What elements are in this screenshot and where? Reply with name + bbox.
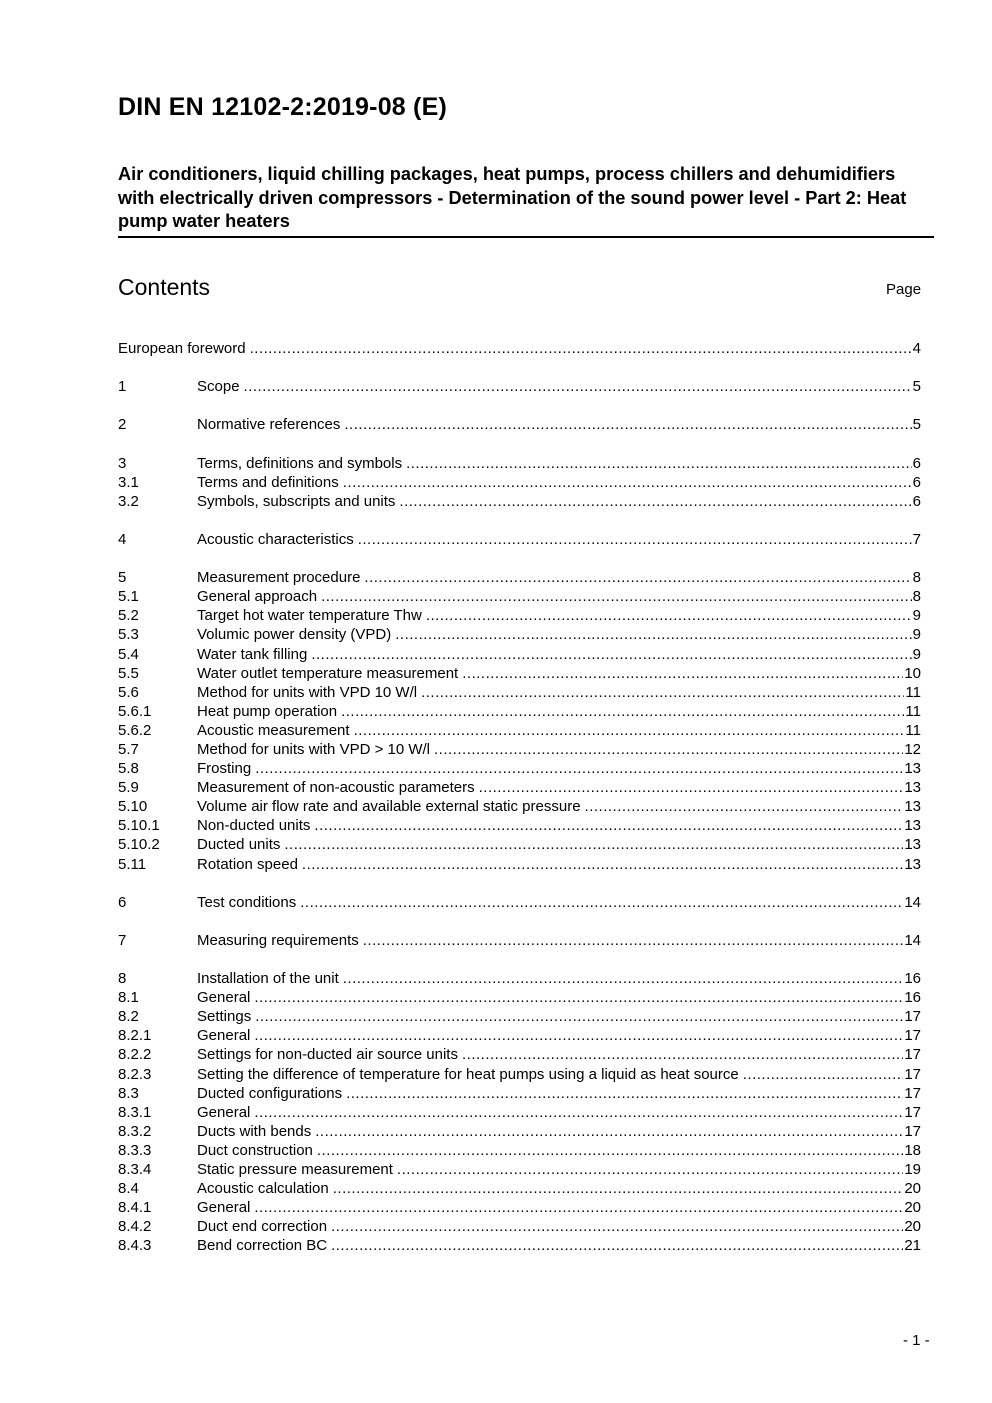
- toc-entry-page: 14: [904, 893, 921, 911]
- toc-entry-title: Method for units with VPD 10 W/l: [197, 683, 418, 701]
- toc-entry-page: 20: [904, 1199, 921, 1217]
- toc-entry-title: Heat pump operation: [197, 702, 338, 720]
- toc-entry-page: 6: [912, 473, 921, 491]
- toc-entry-title: Volumic power density (VPD): [197, 626, 392, 644]
- toc-leader-dots: [421, 683, 904, 702]
- toc-leader-dots: [254, 1103, 903, 1122]
- toc-entry-title: Installation of the unit: [197, 970, 339, 988]
- toc-entry-page: 11: [905, 683, 921, 701]
- toc-entry-page: 9: [912, 645, 921, 663]
- toc-entry-number: 8: [118, 970, 127, 988]
- toc-entry-number: 5.8: [118, 760, 139, 778]
- toc-entry-number: 5.11: [118, 855, 147, 873]
- toc-entry-page: 6: [912, 492, 921, 510]
- toc-leader-dots: [255, 1007, 903, 1026]
- toc-entry[interactable]: [118, 1103, 921, 1122]
- toc-leader-dots: [354, 721, 905, 740]
- toc-entry-number: 3.1: [118, 473, 139, 491]
- table-of-contents: [118, 339, 921, 1256]
- toc-entry[interactable]: [118, 377, 921, 396]
- page-column-heading: Page: [886, 281, 922, 298]
- toc-leader-dots: [331, 1217, 903, 1236]
- toc-entry-title: Settings: [197, 1008, 252, 1026]
- toc-leader-dots: [462, 1045, 903, 1064]
- toc-entry-title: Static pressure measurement: [197, 1161, 393, 1179]
- toc-leader-dots: [358, 530, 912, 549]
- toc-entry[interactable]: [118, 797, 921, 816]
- toc-entry-page: 9: [912, 607, 921, 625]
- toc-entry-title: Ducted units: [197, 836, 281, 854]
- toc-entry-number: 5.7: [118, 740, 139, 758]
- toc-entry-page: 16: [904, 970, 921, 988]
- toc-leader-dots: [300, 893, 903, 912]
- toc-entry[interactable]: [118, 454, 921, 473]
- toc-entry-number: 2: [118, 416, 127, 434]
- toc-leader-dots: [343, 969, 904, 988]
- toc-leader-dots: [255, 759, 903, 778]
- toc-leader-dots: [585, 797, 904, 816]
- toc-entry-title: Rotation speed: [197, 855, 298, 873]
- toc-entry-page: 13: [904, 836, 921, 854]
- toc-entry-title: Acoustic measurement: [197, 721, 350, 739]
- toc-leader-dots: [333, 1179, 904, 1198]
- toc-entry-page: 13: [904, 779, 921, 797]
- toc-entry-page: 17: [904, 1122, 921, 1140]
- toc-entry[interactable]: [118, 1179, 921, 1198]
- toc-entry[interactable]: [118, 816, 921, 835]
- toc-entry[interactable]: [118, 1065, 921, 1084]
- toc-entry-title: Water outlet temperature measurement: [197, 664, 459, 682]
- toc-entry-title: Target hot water temperature Thw: [197, 607, 422, 625]
- toc-entry-number: 5.3: [118, 626, 139, 644]
- toc-entry-title: Measuring requirements: [197, 931, 359, 949]
- toc-entry[interactable]: [118, 568, 921, 587]
- toc-leader-dots: [254, 1026, 903, 1045]
- toc-entry-page: 13: [904, 760, 921, 778]
- toc-entry[interactable]: [118, 835, 921, 854]
- toc-leader-dots: [479, 778, 904, 797]
- toc-entry-number: 5.10.1: [118, 817, 160, 835]
- toc-entry-number: 8.3.1: [118, 1103, 152, 1121]
- toc-entry[interactable]: [118, 740, 921, 759]
- toc-entry-title: Acoustic calculation: [197, 1180, 329, 1198]
- toc-entry[interactable]: [118, 492, 921, 511]
- toc-entry-page: 17: [904, 1084, 921, 1102]
- toc-entry-number: 8.1: [118, 989, 139, 1007]
- toc-leader-dots: [462, 664, 903, 683]
- toc-entry-page: 11: [905, 702, 921, 720]
- toc-entry-number: 4: [118, 530, 127, 548]
- toc-entry-title: European foreword: [118, 340, 246, 357]
- toc-entry[interactable]: [118, 530, 921, 549]
- toc-entry-page: 8: [912, 588, 921, 606]
- toc-entry[interactable]: [118, 855, 921, 874]
- toc-entry[interactable]: [118, 683, 921, 702]
- toc-entry-number: 5.10.2: [118, 836, 160, 854]
- toc-entry[interactable]: [118, 1084, 921, 1103]
- toc-entry[interactable]: [118, 893, 921, 912]
- toc-entry[interactable]: [118, 1198, 921, 1217]
- toc-leader-dots: [344, 415, 911, 434]
- toc-entry-number: 8.4.1: [118, 1199, 152, 1217]
- toc-entry-number: 3.2: [118, 492, 139, 510]
- toc-entry-number: 8.2.3: [118, 1065, 152, 1083]
- toc-entry[interactable]: [118, 988, 921, 1007]
- toc-entry[interactable]: [118, 1141, 921, 1160]
- toc-leader-dots: [397, 1160, 903, 1179]
- toc-entry-number: 7: [118, 931, 127, 949]
- toc-entry[interactable]: [118, 1122, 921, 1141]
- toc-entry-page: 13: [904, 798, 921, 816]
- toc-leader-dots: [343, 473, 912, 492]
- toc-leader-dots: [254, 988, 903, 1007]
- contents-heading: Contents: [118, 274, 211, 300]
- toc-entry-number: 1: [118, 378, 127, 396]
- toc-entry-number: 8.4: [118, 1180, 139, 1198]
- toc-entry-title: Measurement of non-acoustic parameters: [197, 779, 475, 797]
- toc-entry-number: 8.4.3: [118, 1237, 152, 1255]
- toc-entry-title: Duct end correction: [197, 1218, 328, 1236]
- toc-entry-title: General: [197, 1199, 251, 1217]
- toc-entry-title: General: [197, 989, 251, 1007]
- toc-leader-dots: [341, 702, 904, 721]
- toc-leader-dots: [317, 1141, 903, 1160]
- toc-entry-title: Non-ducted units: [197, 817, 311, 835]
- toc-entry-number: 8.2.1: [118, 1027, 152, 1045]
- toc-entry-title: Scope: [197, 378, 240, 396]
- toc-leader-dots: [743, 1065, 904, 1084]
- toc-entry-page: 17: [904, 1008, 921, 1026]
- toc-leader-dots: [302, 855, 903, 874]
- toc-entry[interactable]: [118, 1045, 921, 1064]
- toc-entry-number: 5.6.2: [118, 721, 152, 739]
- toc-entry-title: Frosting: [197, 760, 252, 778]
- toc-entry-number: 8.4.2: [118, 1218, 152, 1236]
- toc-leader-dots: [426, 606, 912, 625]
- toc-entry-title: Water tank filling: [197, 645, 308, 663]
- toc-entry-number: 5.10: [118, 798, 148, 816]
- toc-entry-page: 7: [912, 530, 921, 548]
- toc-entry-number: 5.9: [118, 779, 139, 797]
- toc-entry-page: 19: [904, 1161, 921, 1179]
- toc-entry[interactable]: [118, 664, 921, 683]
- toc-entry-title: Acoustic characteristics: [197, 530, 354, 548]
- toc-entry-title: Ducted configurations: [197, 1084, 343, 1102]
- toc-entry-page: 10: [904, 664, 921, 682]
- toc-entry-number: 8.3.2: [118, 1122, 152, 1140]
- toc-leader-dots: [434, 740, 903, 759]
- toc-entry-title: Test conditions: [197, 893, 297, 911]
- toc-entry[interactable]: [118, 415, 921, 434]
- toc-leader-dots: [314, 816, 903, 835]
- toc-entry[interactable]: [118, 339, 921, 358]
- toc-entry-title: General approach: [197, 588, 318, 606]
- toc-entry-number: 5.4: [118, 645, 139, 663]
- toc-entry[interactable]: [118, 625, 921, 644]
- toc-entry[interactable]: [118, 931, 921, 950]
- toc-entry-page: 8: [912, 569, 921, 587]
- toc-leader-dots: [364, 568, 911, 587]
- toc-entry[interactable]: [118, 1160, 921, 1179]
- toc-entry[interactable]: [118, 778, 921, 797]
- toc-entry-page: 21: [904, 1237, 921, 1255]
- toc-entry-page: 5: [912, 378, 921, 396]
- toc-entry[interactable]: [118, 759, 921, 778]
- toc-leader-dots: [244, 377, 912, 396]
- toc-leader-dots: [250, 339, 912, 358]
- toc-entry-number: 6: [118, 893, 127, 911]
- toc-entry-title: General: [197, 1027, 251, 1045]
- toc-entry[interactable]: [118, 645, 921, 664]
- toc-entry-title: Ducts with bends: [197, 1122, 312, 1140]
- toc-entry-page: 17: [904, 1027, 921, 1045]
- toc-leader-dots: [284, 835, 903, 854]
- toc-entry-number: 3: [118, 454, 127, 472]
- toc-entry-page: 13: [904, 855, 921, 873]
- toc-leader-dots: [315, 1122, 903, 1141]
- toc-entry-number: 8.2.2: [118, 1046, 152, 1064]
- document-title: Air conditioners, liquid chilling packages, heat pumps, process chillers and dehumidifiers with electrically driven compressors - Determination of the sound power level - Part 2: Heat pump water heaters: [118, 163, 934, 238]
- toc-entry-title: Terms, definitions and symbols: [197, 454, 403, 472]
- toc-entry-number: 5.6: [118, 683, 139, 701]
- toc-leader-dots: [399, 492, 911, 511]
- toc-entry-title: Volume air flow rate and available external static pressure: [197, 798, 581, 816]
- toc-entry-title: Measurement procedure: [197, 569, 361, 587]
- toc-entry-number: 8.2: [118, 1008, 139, 1026]
- toc-entry-page: 20: [904, 1180, 921, 1198]
- toc-entry-number: 8.3: [118, 1084, 139, 1102]
- toc-entry-number: 5.1: [118, 588, 139, 606]
- toc-leader-dots: [331, 1236, 903, 1255]
- toc-entry[interactable]: [118, 1217, 921, 1236]
- toc-entry-title: Settings for non-ducted air source units: [197, 1046, 458, 1064]
- toc-entry-page: 20: [904, 1218, 921, 1236]
- toc-entry-title: Setting the difference of temperature for heat pumps using a liquid as heat source: [197, 1065, 739, 1083]
- toc-entry-title: Terms and definitions: [197, 473, 339, 491]
- toc-leader-dots: [406, 454, 912, 473]
- toc-entry-page: 5: [912, 416, 921, 434]
- toc-entry-page: 14: [904, 931, 921, 949]
- toc-entry-number: 8.3.4: [118, 1161, 152, 1179]
- toc-entry-title: Bend correction BC: [197, 1237, 328, 1255]
- toc-entry-page: 17: [904, 1103, 921, 1121]
- toc-entry-page: 18: [904, 1141, 921, 1159]
- toc-entry[interactable]: [118, 473, 921, 492]
- toc-entry[interactable]: [118, 702, 921, 721]
- toc-entry-title: Symbols, subscripts and units: [197, 492, 396, 510]
- toc-entry-title: Duct construction: [197, 1141, 313, 1159]
- toc-entry-number: 5.2: [118, 607, 139, 625]
- toc-entry-page: 11: [905, 721, 921, 739]
- toc-leader-dots: [254, 1198, 903, 1217]
- toc-leader-dots: [363, 931, 904, 950]
- toc-entry-number: 5: [118, 569, 127, 587]
- page-number: - 1 -: [903, 1332, 930, 1349]
- toc-entry-page: 6: [912, 454, 921, 472]
- toc-entry[interactable]: [118, 587, 921, 606]
- toc-leader-dots: [321, 587, 912, 606]
- toc-entry-page: 17: [904, 1046, 921, 1064]
- toc-leader-dots: [395, 625, 911, 644]
- toc-entry-title: General: [197, 1103, 251, 1121]
- toc-entry-page: 4: [912, 340, 921, 357]
- toc-entry-number: 5.5: [118, 664, 139, 682]
- toc-entry[interactable]: [118, 1236, 921, 1255]
- toc-entry[interactable]: [118, 1026, 921, 1045]
- toc-entry-title: Method for units with VPD > 10 W/l: [197, 740, 431, 758]
- toc-entry-page: 16: [904, 989, 921, 1007]
- toc-entry[interactable]: [118, 969, 921, 988]
- toc-leader-dots: [311, 645, 911, 664]
- toc-entry-page: 12: [904, 740, 921, 758]
- toc-entry-page: 9: [912, 626, 921, 644]
- toc-entry[interactable]: [118, 721, 921, 740]
- toc-entry[interactable]: [118, 1007, 921, 1026]
- toc-entry[interactable]: [118, 606, 921, 625]
- toc-entry-number: 5.6.1: [118, 702, 152, 720]
- toc-entry-page: 13: [904, 817, 921, 835]
- document-id: DIN EN 12102-2:2019-08 (E): [118, 93, 447, 121]
- toc-entry-page: 17: [904, 1065, 921, 1083]
- toc-entry-number: 8.3.3: [118, 1141, 152, 1159]
- toc-leader-dots: [346, 1084, 903, 1103]
- toc-entry-title: Normative references: [197, 416, 341, 434]
